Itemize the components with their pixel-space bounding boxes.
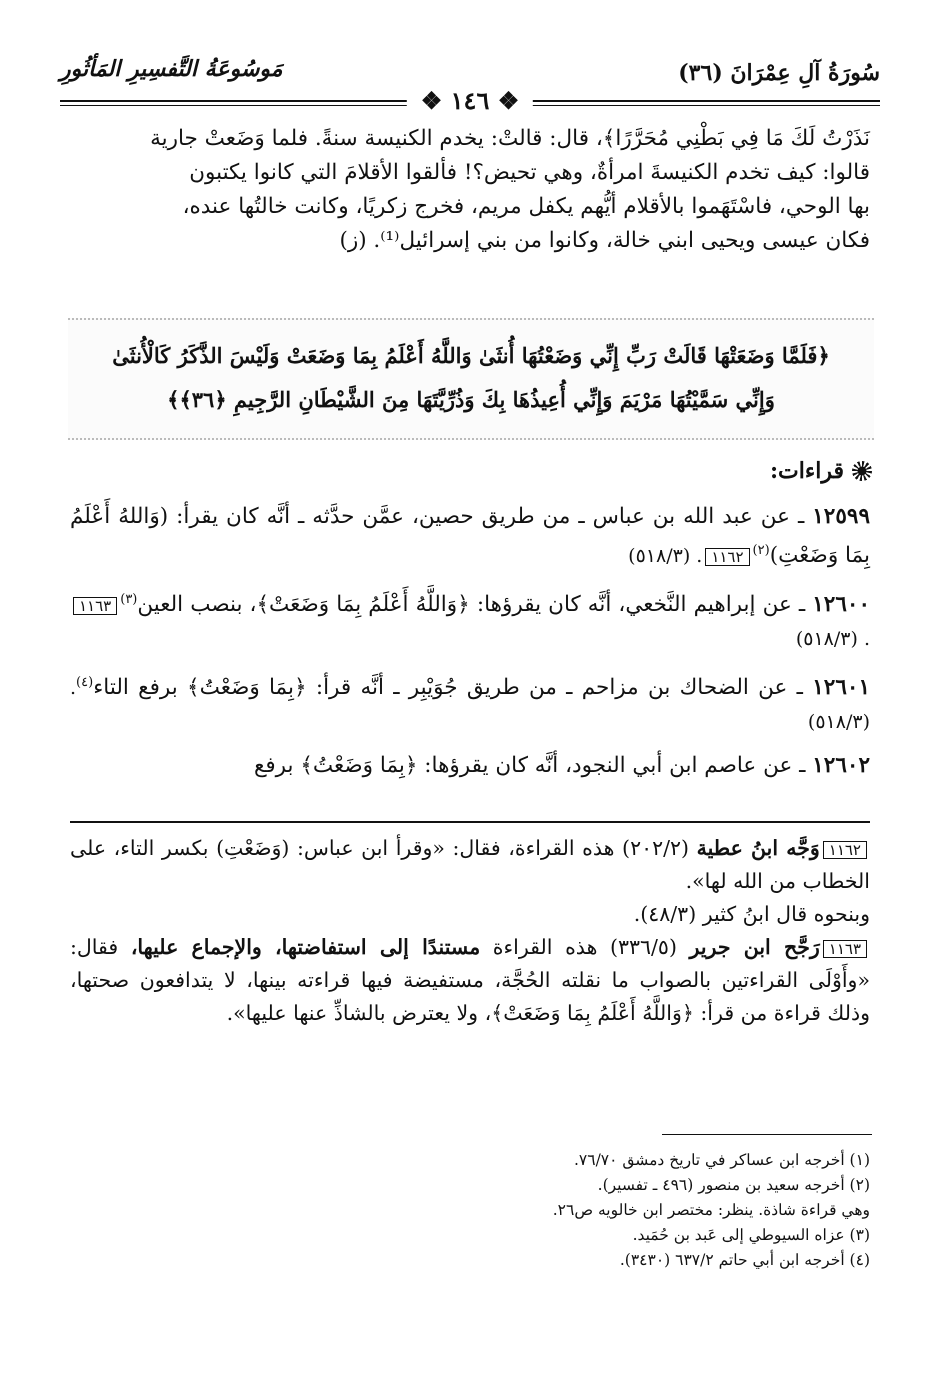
- intro-line: نَذَرْتُ لَكَ مَا فِي بَطْنِي مُحَرَّرًا﴾، قال: قالتْ: يخدم الكنيسة سنةً. فلما وَضَعتْ جارية: [150, 126, 870, 151]
- entry-number: ١٢٥٩٩: [812, 504, 870, 529]
- entry-number: ١٢٦٠٢: [812, 753, 870, 779]
- reading-entry: [70, 666, 870, 739]
- note-1162: [70, 832, 870, 898]
- footnote: وهي قراءة شاذة. ينظر: مختصر ابن خالويه ص٢٦.: [552, 1201, 870, 1219]
- reading-entry: [70, 749, 870, 783]
- footnote: (١) أخرجه ابن عساكر في تاريخ دمشق ٧٦/٧٠.: [573, 1151, 870, 1169]
- volume-ref: . (٥١٨/٣): [628, 545, 703, 568]
- quran-verse-box: [68, 318, 874, 440]
- footnote-marker: (٣): [120, 592, 138, 608]
- entry-number: ١٢٦٠٠: [812, 592, 870, 618]
- note-emphasis: مستندًا إلى استفاضتها، والإجماع عليها،: [130, 935, 481, 959]
- footnote: (٤) أخرجه ابن أبي حاتم ٦٣٧/٢ (٣٤٣٠).: [619, 1251, 870, 1269]
- readings-list: [70, 500, 870, 793]
- note-ref-box: ١١٦٣: [73, 597, 117, 615]
- section-heading: [770, 458, 872, 484]
- page-number: ❖ ١٤٦ ❖: [407, 86, 533, 115]
- note-text: (٢٠٢/٢) هذه القراءة، فقال: «وقرأ ابن عباس: (وَضَعْتِ) بكسر التاء، على الخطاب من الله لها».: [70, 836, 870, 893]
- entry-text: ـ عن عاصم ابن أبي النجود، أنَّه كان يقرؤها: ﴿بِمَا وَضَعْتُ﴾ برفع: [253, 753, 813, 779]
- footnote-divider: [662, 1134, 872, 1135]
- entry-text: ـ عن الضحاك بن مزاحم ـ من طريق جُوَيْبِر ـ أنَّه قرأ: ﴿بِمَا وَضَعْتُ﴾ برفع التاء: [93, 675, 813, 701]
- footnote-marker: (٢): [752, 543, 770, 558]
- intro-line: قالوا: كيف تخدم الكنيسةَ امرأةٌ، وهي تحيض؟! فألقوا الأقلامَ التي كانوا يكتبون: [189, 160, 870, 185]
- verse-line: وَإِنِّي سَمَّيْتُهَا مَرْيَمَ وَإِنِّي أُعِيذُهَا بِكَ وَذُرِّيَّتَهَا مِنَ الشَّيْطَانِ الرَّجِيمِ ﴿٣٦﴾﴾: [167, 387, 775, 412]
- intro-line: فكان عيسى ويحيى ابني خالة، وكانوا من بني إسرائيل⁽¹⁾. (ز): [339, 228, 870, 253]
- note-box: ١١٦٣: [823, 940, 867, 958]
- note-1163: [70, 931, 870, 1030]
- verse-line: ﴿فَلَمَّا وَضَعَتْهَا قَالَتْ رَبِّ إِنِّي وَضَعْتُهَا أُنثَىٰ وَاللَّهُ أَعْلَمُ بِمَا وَضَعَتْ وَلَيْسَ الذَّكَرُ كَالْأُنثَىٰ: [112, 343, 830, 368]
- entry-number: ١٢٦٠١: [812, 675, 870, 701]
- commentary-notes: [70, 832, 870, 1030]
- volume-ref: . (٥١٨/٣): [795, 628, 870, 651]
- page-header: [60, 50, 880, 115]
- reading-entry: [70, 500, 870, 573]
- note-text: (٣٣٦/٥) هذه القراءة: [480, 935, 690, 959]
- footnote-marker: (٤): [76, 675, 94, 691]
- note-box: ١١٦٢: [823, 841, 867, 859]
- section-heading-label: قراءات:: [769, 458, 844, 484]
- book-title: مَوسُوعَةُ التَّفسِيرِ المَأثُورِ: [60, 56, 283, 82]
- entry-text: ـ عن إبراهيم النَّخعي، أنَّه كان يقرؤها: ﴿وَاللَّهُ أَعْلَمُ بِمَا وَضَعَتْ﴾، بنصب العين: [137, 592, 813, 618]
- footnote: (٢) أخرجه سعيد بن منصور (٤٩٦ ـ تفسير).: [597, 1176, 870, 1194]
- note-lead: رَجَّح ابن جرير: [689, 935, 820, 959]
- surah-title: سُورَةُ آلِ عِمْرَانَ (٣٦): [678, 60, 880, 86]
- flower-icon: [852, 461, 872, 481]
- intro-paragraph: [70, 122, 870, 258]
- volume-ref: . (٥١٨/٣): [70, 677, 870, 734]
- note-lead: وَجَّه ابنُ عطية: [696, 836, 820, 860]
- notes-divider: [70, 821, 870, 823]
- footnote: (٣) عزاه السيوطي إلى عَبد بن حُمَيد.: [632, 1226, 870, 1244]
- reading-entry: [70, 583, 870, 656]
- note-ref-box: ١١٦٢: [705, 548, 749, 566]
- note-text: فقال: «وأَوْلَى القراءتين بالصواب ما نقلته الحُجَّة، مستفيضة فيها قراءته بينها، لا يتدافعون صحتها، وذلك قراءة من قرأ: ﴿وَاللَّهُ أَعْلَمُ بِمَا وَضَعَتْ﴾، ولا يعترض بالشاذِّ عنها عليها».: [70, 935, 870, 1025]
- note-extra: وبنحوه قال ابنُ كثير (٤٨/٣).: [633, 902, 870, 926]
- intro-line: بها الوحي، فاسْتَهَموا بالأقلام أيُّهم يكفل مريم، فخرج زكريًا، وكانت خالتُها عنده،: [182, 194, 870, 219]
- entry-text: ـ عن عبد الله بن عباس ـ من طريق حصين، عمَّن حدَّثه ـ أنَّه كان يقرأ: (وَاللهُ أَعْلَمُ بِمَا وَضَعْتِ): [70, 504, 870, 569]
- footnotes: [70, 1148, 870, 1273]
